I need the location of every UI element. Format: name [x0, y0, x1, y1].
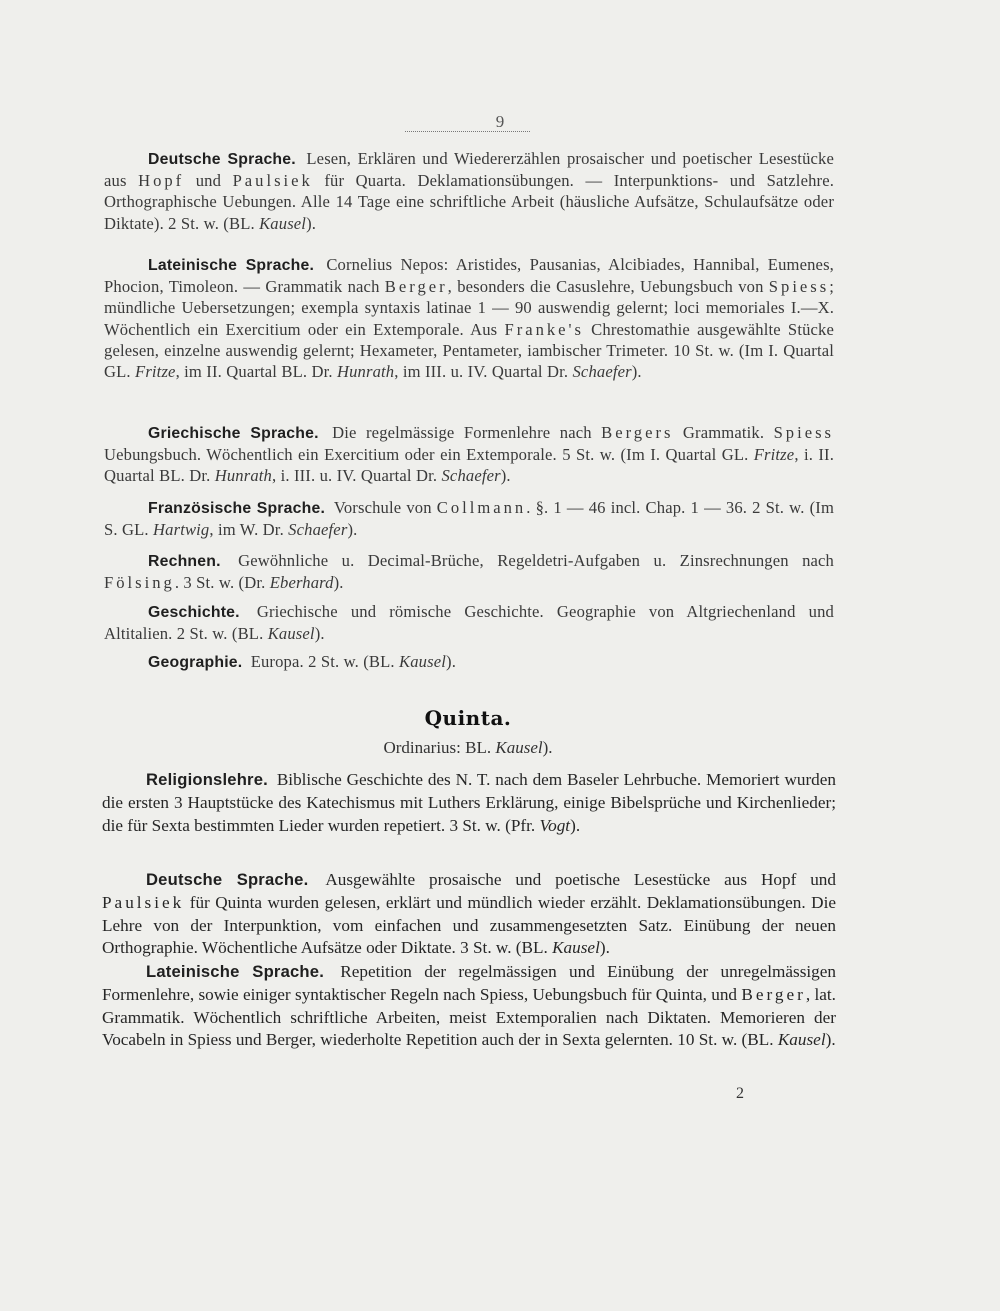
paragraph-geographie: Geographie. Europa. 2 St. w. (BL. Kausel).	[148, 652, 456, 671]
paragraph-deutsche-sprache-quinta: Deutsche Sprache. Ausgewählte prosaische und poetische Lesestücke aus Hopf und Paulsiek für Quinta wurden gelesen, erklärt und mündlich wieder erzählt. Deklamationsübungen. Die Lehre von der Interpunktion, vom einfachen und zusammengesetzten Satz. Einübung der neuen Orthographie. Wöchentliche Aufsätze oder Diktate. 3 St. w. (BL. Kausel).	[102, 870, 836, 958]
header-rule	[405, 131, 530, 132]
section-heading: Griechische Sprache.	[148, 425, 319, 442]
class-heading-quinta: Quinta.	[424, 706, 512, 730]
paragraph-lateinische-sprache-quinta: Lateinische Sprache. Repetition der regelmässigen und Einübung der unregelmässigen Formenlehre, sowie einiger syntaktischer Regeln nach Spiess, Uebungsbuch für Quinta, und Berger, lat. Grammatik. Wöchentlich schriftliche Arbeiten, meist Extemporalien nach Diktaten. Memorieren der Vocabeln in Spiess und Berger, wiederholte Repetition auch der in Sexta gelernten. 10 St. w. (BL. Kausel).	[102, 962, 836, 1050]
signature-mark: 2	[736, 1085, 744, 1102]
paragraph-deutsche-sprache-quarta: Deutsche Sprache. Lesen, Erklären und Wiedererzählen prosaischer und poetischer Lesestücke aus Hopf und Paulsiek für Quarta. Deklamationsübungen. — Interpunktions- und Satzlehre. Orthographische Uebungen. Alle 14 Tage eine schriftliche Arbeit (häusliche Aufsätze, Schulaufsätze oder Diktate). 2 St. w. (BL. Kausel).	[104, 149, 835, 233]
paragraph-franzoesische-sprache: Französische Sprache. Vorschule von Collmann. §. 1 — 46 incl. Chap. 1 — 36. 2 St. w. (Im S. GL. Hartwig, im W. Dr. Schaefer).	[104, 498, 835, 540]
section-heading: Lateinische Sprache.	[146, 962, 324, 981]
paragraph-geschichte: Geschichte. Griechische und römische Geschichte. Geographie von Altgriechenland und Altitalien. 2 St. w. (BL. Kausel).	[104, 602, 834, 644]
paragraph-griechische-sprache: Griechische Sprache. Die regelmässige Formenlehre nach Bergers Grammatik. Spiess Uebungsbuch. Wöchentlich ein Exercitium oder ein Extemporale. 5 St. w. (Im I. Quartal GL. Fritze, i. II. Quartal BL. Dr. Hunrath, i. III. u. IV. Quartal Dr. Schaefer).	[104, 423, 835, 486]
section-heading: Deutsche Sprache.	[146, 870, 309, 889]
section-heading: Deutsche Sprache.	[148, 151, 296, 168]
section-heading: Rechnen.	[148, 553, 221, 570]
paragraph-lateinische-sprache-quarta: Lateinische Sprache. Cornelius Nepos: Aristides, Pausanias, Alcibiades, Hannibal, Eumenes, Phocion, Timoleon. — Grammatik nach Berger, besonders die Casuslehre, Uebungsbuch von Spiess; mündliche Uebersetzungen; exempla syntaxis latinae 1 — 90 auswendig gelernt; loci memoriales I.—X. Wöchentlich ein Exercitium oder ein Extemporale. Aus Franke's Chrestomathie ausgewählte Stücke gelesen, einzelne auswendig gelernt; Hexameter, Pentameter, iambischer Trimeter. 10 St. w. (Im I. Quartal GL. Fritze, im II. Quartal BL. Dr. Hunrath, im III. u. IV. Quartal Dr. Schaefer).	[104, 255, 834, 382]
section-heading: Geschichte.	[148, 604, 240, 621]
paragraph-religionslehre: Religionslehre. Biblische Geschichte des N. T. nach dem Baseler Lehrbuche. Memoriert wurden die ersten 3 Hauptstücke des Katechismus mit Luthers Erklärung, einige Bibelsprüche und Kirchenlieder; die für Sexta bestimmten Lieder wurden repetiert. 3 St. w. (Pfr. Vogt).	[102, 770, 836, 835]
paragraph-rechnen: Rechnen. Gewöhnliche u. Decimal-Brüche, Regeldetri-Aufgaben u. Zinsrechnungen nach Fölsing. 3 St. w. (Dr. Eberhard).	[104, 551, 834, 593]
section-heading: Geographie.	[148, 654, 243, 671]
section-heading: Lateinische Sprache.	[148, 257, 315, 274]
section-heading: Religionslehre.	[146, 770, 268, 789]
page-number: 9	[495, 112, 505, 131]
ordinarius-line: Ordinarius: BL. Kausel).	[383, 738, 553, 757]
section-heading: Französische Sprache.	[148, 500, 326, 517]
